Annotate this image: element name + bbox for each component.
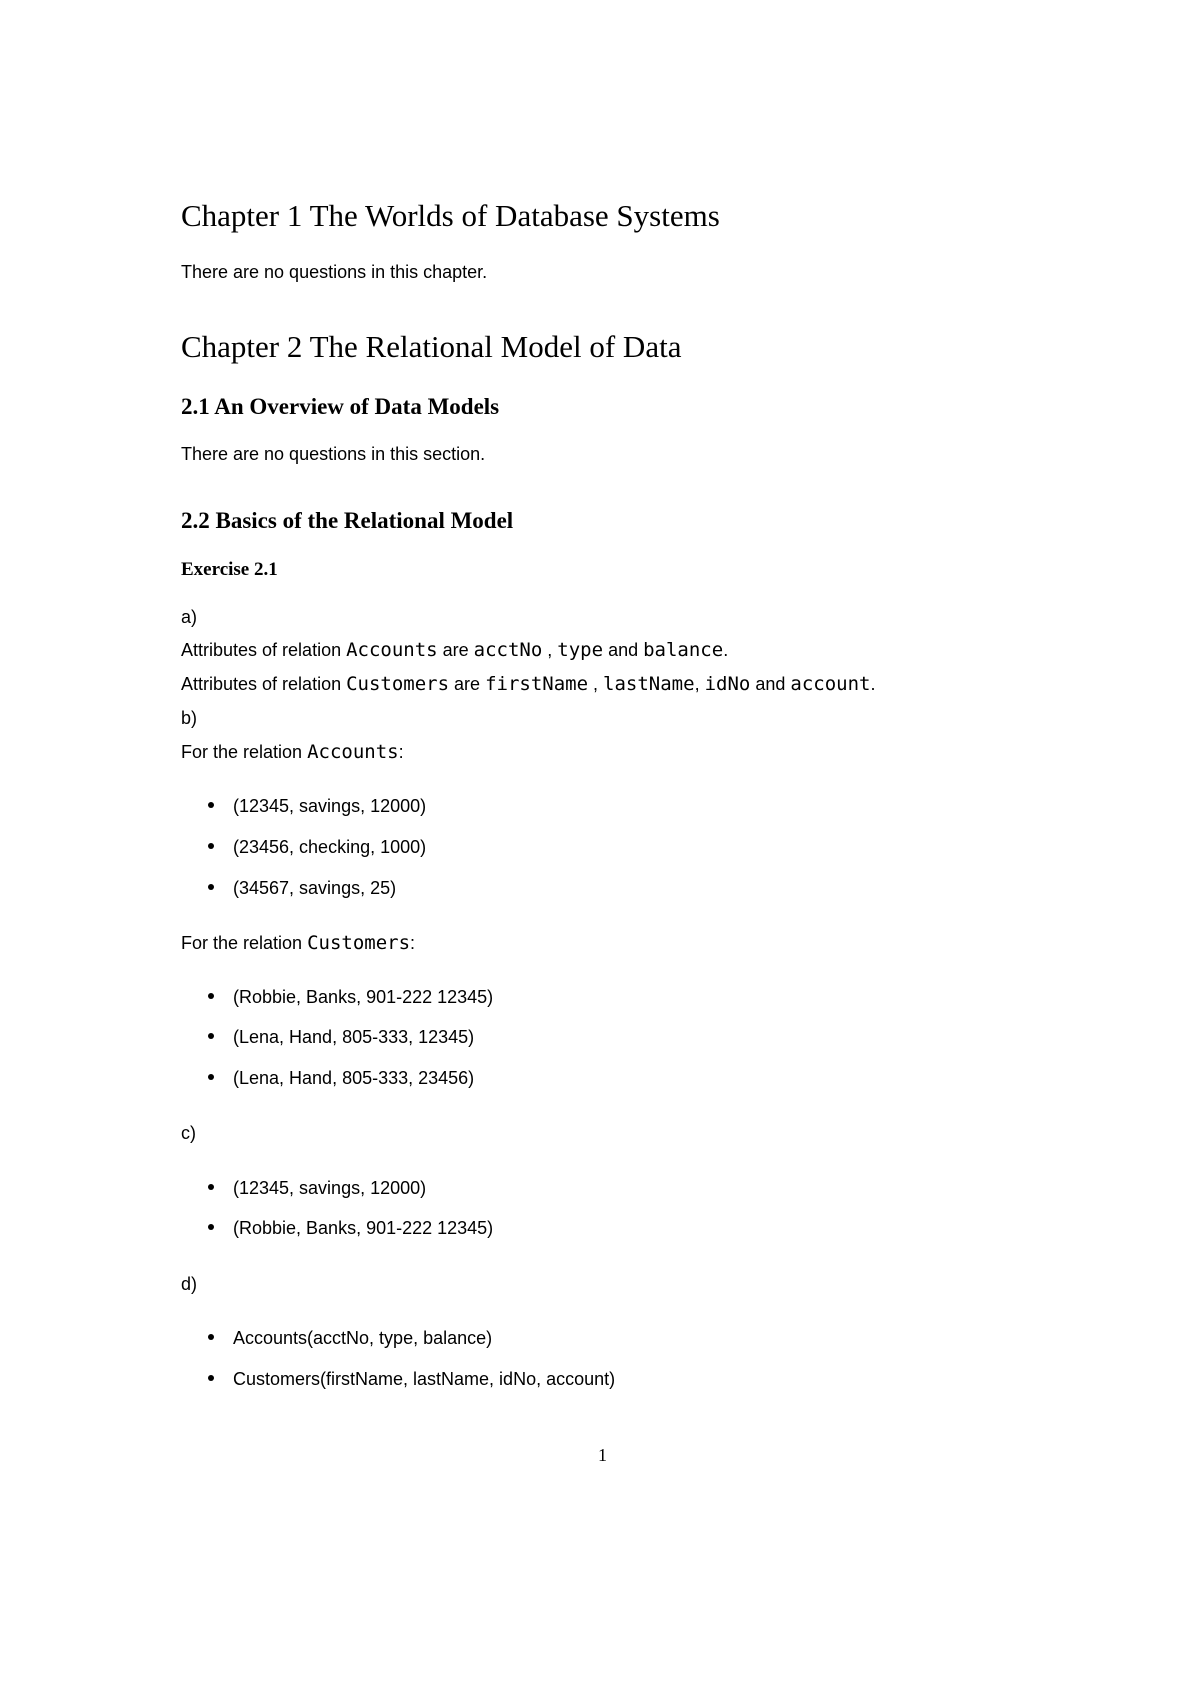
part-d-label: d): [181, 1274, 198, 1294]
attr-idno: idNo: [704, 673, 751, 695]
attr-firstname: firstName: [485, 673, 589, 695]
list-item: [208, 878, 396, 899]
relation-customers: Customers: [307, 932, 411, 954]
list-item: [208, 987, 493, 1008]
part-a-label: a): [181, 607, 198, 627]
bullet-icon: [208, 1184, 214, 1190]
bullet-icon: [208, 1224, 214, 1230]
list-item: [208, 1218, 493, 1239]
attr-acctno: acctNo: [473, 639, 543, 661]
section-2-1-title: 2.1 An Overview of Data Models: [181, 394, 500, 419]
section-2-1-note: There are no questions in this section.: [181, 444, 486, 464]
tuple-text: (Robbie, Banks, 901-222 12345): [233, 987, 494, 1007]
tuple-text: (12345, savings, 12000): [233, 796, 427, 816]
text-span: ,: [542, 640, 558, 660]
text-span: are: [449, 674, 486, 694]
text-span: ,: [694, 674, 705, 694]
bullet-icon: [208, 1375, 214, 1381]
page-number: 1: [598, 1445, 607, 1465]
bullet-icon: [208, 843, 214, 849]
tuple-text: (Lena, Hand, 805-333, 23456): [233, 1068, 475, 1088]
chapter-1-note: There are no questions in this chapter.: [181, 262, 488, 282]
exercise-2-1-title: Exercise 2.1: [181, 559, 278, 580]
bullet-icon: [208, 1334, 214, 1340]
attr-balance: balance: [643, 639, 724, 661]
attr-account: account: [790, 673, 871, 695]
text-span: .: [723, 640, 729, 660]
customers-attributes-line: [181, 673, 875, 695]
tuple-text: (12345, savings, 12000): [233, 1178, 427, 1198]
text-span: For the relation: [181, 933, 308, 953]
list-item: [208, 1328, 492, 1349]
text-span: ,: [588, 674, 604, 694]
bullet-icon: [208, 1033, 214, 1039]
text-span: are: [437, 640, 474, 660]
list-item: [208, 796, 426, 817]
chapter-1-title: Chapter 1 The Worlds of Database Systems: [181, 198, 720, 233]
bullet-icon: [208, 802, 214, 808]
attr-lastname: lastName: [603, 673, 695, 695]
bullet-icon: [208, 993, 214, 999]
text-span: Attributes of relation: [181, 640, 347, 660]
relation-accounts: Accounts: [346, 639, 438, 661]
section-2-2-title: 2.2 Basics of the Relational Model: [181, 508, 514, 533]
accounts-attributes-line: [181, 639, 728, 661]
customers-intro: [181, 932, 415, 954]
part-c-label: c): [181, 1123, 196, 1143]
list-item: [208, 1369, 615, 1390]
tuple-text: (34567, savings, 25): [233, 878, 397, 898]
list-item: [208, 1178, 426, 1199]
part-b-label: b): [181, 708, 198, 728]
text-span: :: [398, 742, 404, 762]
list-item: [208, 1068, 474, 1089]
attr-type: type: [557, 639, 604, 661]
text-span: .: [870, 674, 876, 694]
tuple-text: (Lena, Hand, 805-333, 12345): [233, 1027, 475, 1047]
schema-text: Accounts(acctNo, type, balance): [233, 1328, 493, 1348]
bullet-icon: [208, 1074, 214, 1080]
list-item: [208, 1027, 474, 1048]
accounts-intro: [181, 741, 404, 763]
relation-accounts: Accounts: [307, 741, 399, 763]
chapter-2-title: Chapter 2 The Relational Model of Data: [181, 329, 682, 364]
tuple-text: (23456, checking, 1000): [233, 837, 427, 857]
text-span: and: [603, 640, 644, 660]
text-span: For the relation: [181, 742, 308, 762]
text-span: Attributes of relation: [181, 674, 347, 694]
list-item: [208, 837, 426, 858]
relation-customers: Customers: [346, 673, 450, 695]
text-span: and: [750, 674, 791, 694]
tuple-text: (Robbie, Banks, 901-222 12345): [233, 1218, 494, 1238]
schema-text: Customers(firstName, lastName, idNo, account): [233, 1369, 616, 1389]
bullet-icon: [208, 884, 214, 890]
text-span: :: [410, 933, 416, 953]
